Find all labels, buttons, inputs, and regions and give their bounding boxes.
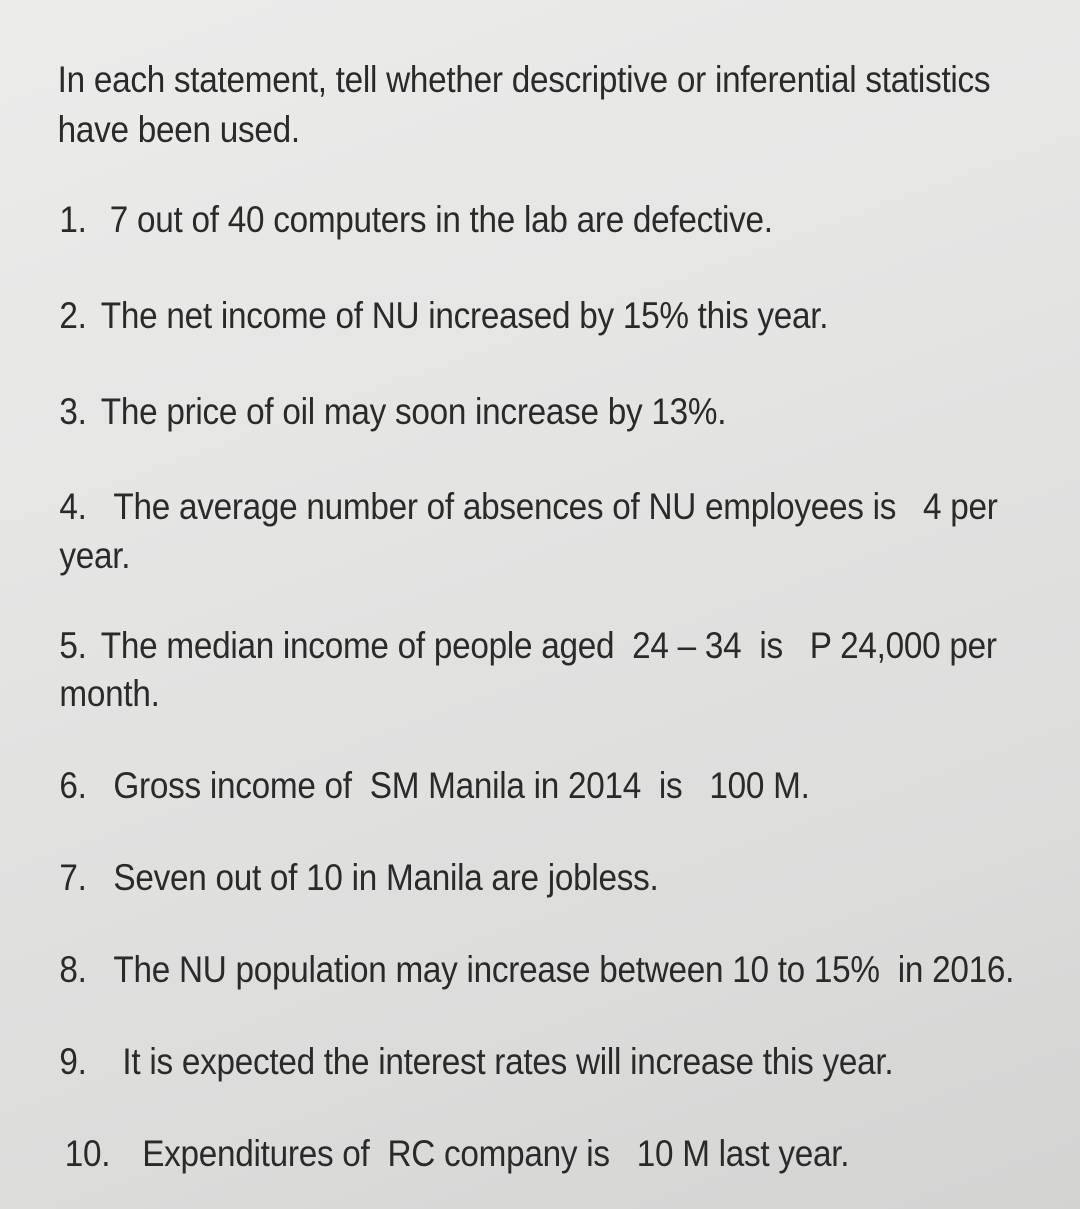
list-item-4-continuation: year.: [59, 535, 131, 576]
item-number: 10.: [64, 1133, 111, 1174]
list-item-9: [59, 1040, 893, 1084]
item-number: 9.: [59, 1041, 87, 1082]
item-text: It is expected the interest rates will increase this year.: [122, 1041, 894, 1082]
item-text: 7 out of 40 computers in the lab are defective.: [109, 199, 773, 240]
list-item-5-continuation: month.: [59, 673, 160, 714]
item-text: The average number of absences of NU employees is 4 per: [113, 486, 998, 527]
item-text: Seven out of 10 in Manila are jobless.: [113, 857, 659, 898]
list-item-5: [59, 624, 996, 668]
list-item-3: [59, 390, 726, 434]
item-number: 8.: [59, 949, 87, 990]
item-number: 3.: [59, 391, 87, 432]
item-text: The median income of people aged 24 – 34 is P 24,000 per: [100, 625, 997, 666]
item-number: 2.: [59, 295, 87, 336]
item-number: 7.: [59, 857, 87, 898]
item-number: 1.: [59, 199, 87, 240]
item-number: 5.: [59, 625, 87, 666]
instruction-line-1: In each statement, tell whether descriptive or inferential statistics: [57, 59, 991, 100]
list-item-1: [59, 198, 772, 242]
item-number: 4.: [59, 486, 87, 527]
list-item-2: [59, 294, 828, 338]
item-number: 6.: [59, 765, 87, 806]
item-text: Gross income of SM Manila in 2014 is 100 M.: [113, 765, 810, 806]
list-item-8: [59, 948, 1014, 992]
item-text: Expenditures of RC company is 10 M last year.: [142, 1133, 850, 1174]
instruction-line-2: have been used.: [57, 109, 300, 150]
list-item-10: [65, 1132, 849, 1176]
item-text: The price of oil may soon increase by 13%.: [100, 391, 727, 432]
item-text: The NU population may increase between 10 to 15% in 2016.: [113, 949, 1015, 990]
list-item-4: [59, 485, 997, 529]
list-item-7: [59, 856, 658, 900]
list-item-6: [59, 764, 809, 808]
item-text: The net income of NU increased by 15% this year.: [100, 295, 829, 336]
